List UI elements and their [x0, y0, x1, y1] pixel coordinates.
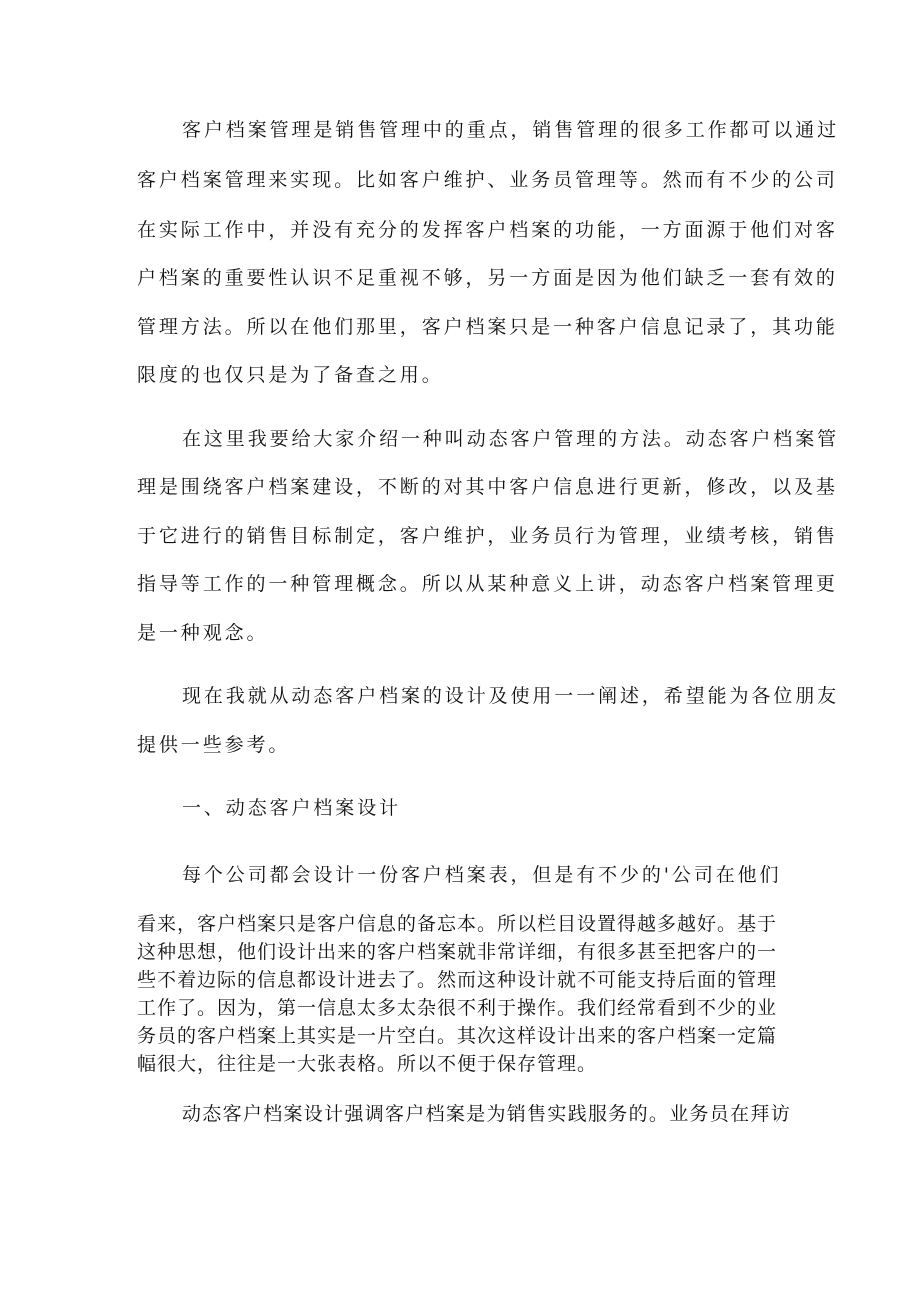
paragraph-5-line-2: 这种思想，他们设计出来的客户档案就非常详细，有很多甚至把客户的一 — [137, 941, 778, 963]
paragraph-5-line-1: 看来，客户档案只是客户信息的备忘本。所以栏目设置得越多越好。基于 — [137, 913, 778, 935]
paragraph-4-line-1: 每个公司都会设计一份客户档案表，但是有不少的'公司在他们 — [182, 864, 782, 886]
paragraph-1-line-3: 在实际工作中，并没有充分的发挥客户档案的功能，一方面源于他们对客 — [137, 219, 838, 241]
paragraph-5-line-5: 务员的客户档案上其实是一片空白。其次这样设计出来的客户档案一定篇 — [137, 1025, 778, 1047]
paragraph-5-line-3: 些不着边际的信息都设计进去了。然而这种设计就不可能支持后面的管理 — [137, 969, 778, 991]
paragraph-2-line-3: 于它进行的销售目标制定，客户维护，业务员行为管理，业绩考核，销售 — [137, 525, 838, 547]
paragraph-1-line-5: 管理方法。所以在他们那里，客户档案只是一种客户信息记录了，其功能 — [137, 316, 838, 338]
paragraph-5-line-6: 幅很大，往往是一大张表格。所以不便于保存管理。 — [137, 1053, 598, 1075]
paragraph-2-line-2: 理是围绕客户档案建设，不断的对其中客户信息进行更新，修改，以及基 — [137, 476, 838, 498]
section-heading: 一、动态客户档案设计 — [182, 797, 402, 819]
paragraph-3-line-2: 提供一些参考。 — [137, 734, 291, 756]
paragraph-6-line-1: 动态客户档案设计强调客户档案是为销售实践服务的。业务员在拜访 — [182, 1103, 792, 1125]
paragraph-1-line-2: 客户档案管理来实现。比如客户维护、业务员管理等。然而有不少的公司 — [137, 169, 838, 191]
paragraph-5-line-4: 工作了。因为，第一信息太多太杂很不利于操作。我们经常看到不少的业 — [137, 997, 778, 1019]
paragraph-3-line-1: 现在我就从动态客户档案的设计及使用一一阐述，希望能为各位朋友 — [182, 685, 840, 707]
paragraph-2-line-5: 是一种观念。 — [137, 622, 269, 644]
paragraph-1-line-6: 限度的也仅只是为了备查之用。 — [137, 364, 444, 386]
paragraph-2-line-4: 指导等工作的一种管理概念。所以从某种意义上讲，动态客户档案管理更 — [137, 573, 838, 595]
paragraph-1-line-1: 客户档案管理是销售管理中的重点，销售管理的很多工作都可以通过 — [182, 119, 840, 141]
paragraph-1-line-4: 户档案的重要性认识不足重视不够，另一方面是因为他们缺乏一套有效的 — [137, 267, 838, 289]
paragraph-2-line-1: 在这里我要给大家介绍一种叫动态客户管理的方法。动态客户档案管 — [182, 428, 840, 450]
